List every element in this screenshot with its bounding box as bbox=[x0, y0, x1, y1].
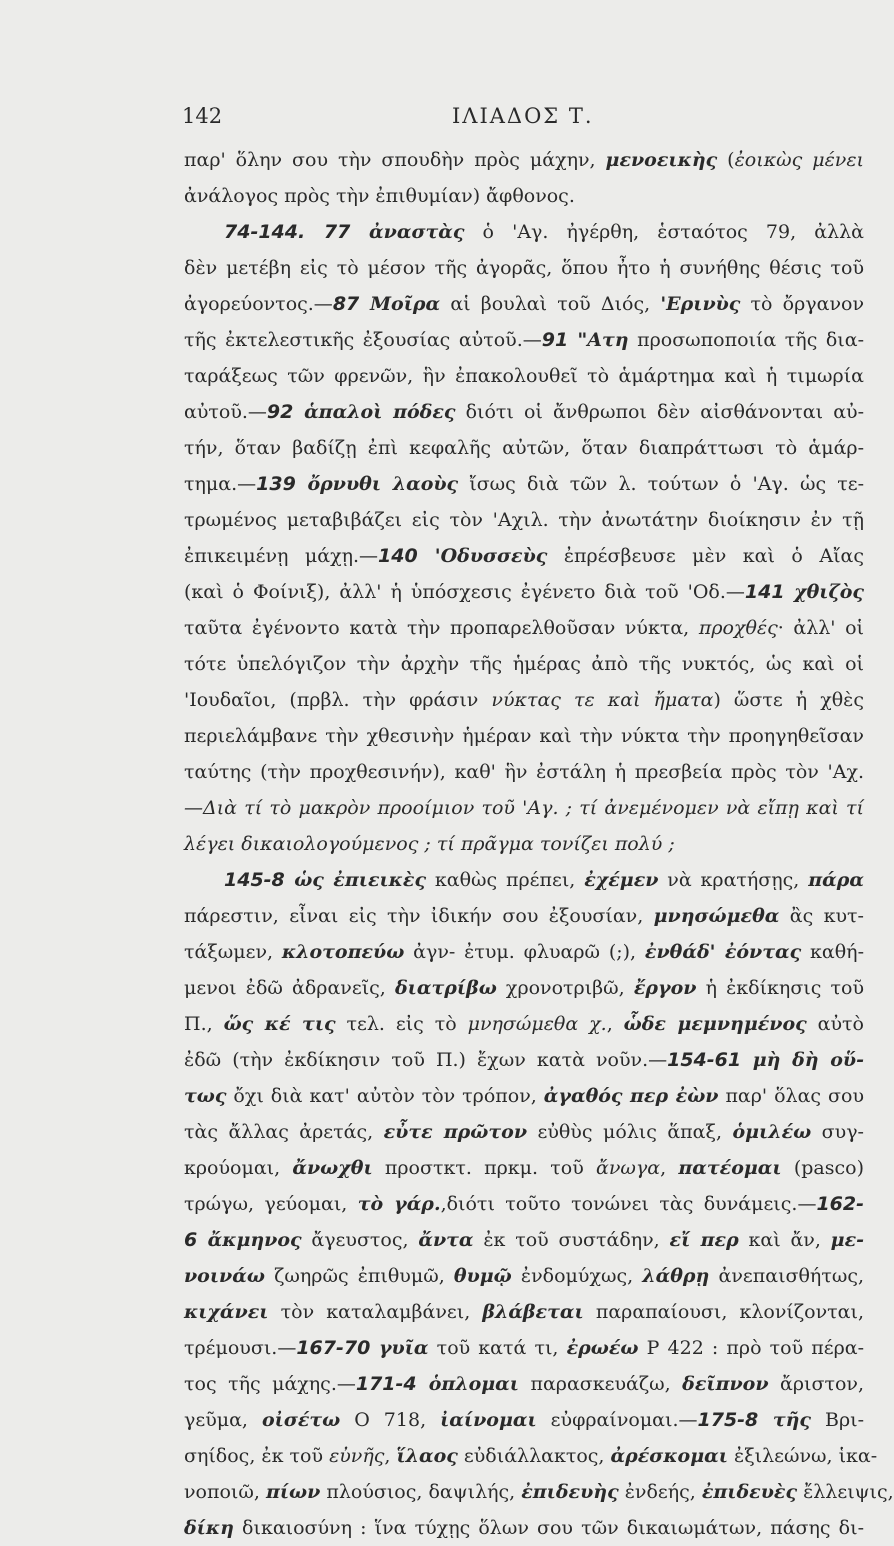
lemma-keyword: Μοῖρα bbox=[370, 293, 441, 315]
text-line bbox=[184, 898, 864, 934]
lemma-keyword: βλάβεται bbox=[482, 1301, 584, 1323]
lemma-keyword: ὡς ἐπιεικὲς bbox=[294, 869, 427, 891]
text-line bbox=[184, 1114, 864, 1150]
lemma-keyword: κλοτοπεύω bbox=[281, 941, 405, 963]
text-line bbox=[184, 250, 864, 286]
lemma-keyword: ὧδε μεμνημένος bbox=[623, 1013, 807, 1035]
text-line bbox=[184, 430, 864, 466]
text-segment: δικαιοσύνη : ἵνα τύχῃς ὅλων σου τῶν δικαιωμάτων, πάσης δι- bbox=[233, 1517, 864, 1539]
text-segment: τήν, ὅταν βαδίζῃ ἐπὶ κεφαλῆς αὐτῶν, ὅταν διαπράττωσι τὸ ἁμάρ- bbox=[184, 437, 864, 459]
text-line bbox=[184, 394, 864, 430]
lemma-keyword: 'Οδυσσεὺς bbox=[434, 545, 548, 567]
text-segment: ἐπικειμένῃ μάχῃ.— bbox=[184, 545, 379, 567]
text-segment: ἄγευστος, bbox=[301, 1229, 419, 1251]
text-segment: εὐφραίνομαι.— bbox=[536, 1409, 698, 1431]
text-segment: πλούσιος, δαψιλής, bbox=[320, 1481, 522, 1503]
text-line bbox=[184, 178, 864, 214]
text-segment: ζωηρῶς ἐπιθυμῶ, bbox=[264, 1265, 454, 1287]
lemma-keyword: τῆς bbox=[772, 1409, 811, 1431]
text-segment: 'Ιουδαῖοι, (πρβλ. τὴν φράσιν bbox=[184, 689, 492, 711]
text-line bbox=[184, 1186, 864, 1222]
lemma-keyword: εὖτε πρῶτον bbox=[383, 1121, 528, 1143]
line-reference: 154-61 bbox=[667, 1049, 753, 1071]
text-line bbox=[184, 142, 864, 178]
lemma-keyword: ἀγαθός περ ἐὼν bbox=[543, 1085, 719, 1107]
text-segment: ἐδῶ (τὴν ἐκδίκησιν τοῦ Π.) ἔχων κατὰ νοῦν.— bbox=[184, 1049, 668, 1071]
text-segment: Π., bbox=[184, 1013, 224, 1035]
text-segment: προσωποποιία τῆς δια- bbox=[628, 329, 865, 351]
lemma-keyword: δεῖπνον bbox=[682, 1373, 769, 1395]
text-segment: καθὼς πρέπει, bbox=[426, 869, 585, 891]
lemma-keyword: κιχάνει bbox=[184, 1301, 269, 1323]
lemma-keyword: ἐπιδευὴς bbox=[521, 1481, 619, 1503]
lemma-keyword: πίων bbox=[265, 1481, 321, 1503]
lemma-keyword: ἵλαος bbox=[396, 1445, 458, 1467]
text-line bbox=[184, 466, 864, 502]
lemma-keyword: μὴ δὴ οὕ- bbox=[752, 1049, 864, 1071]
text-segment: τῆς ἐκτελεστικῆς ἐξουσίας αὐτοῦ.— bbox=[184, 329, 542, 351]
lemma-keyword: δίκη bbox=[184, 1517, 234, 1539]
italic-text: νύκτας τε καὶ ἤματα bbox=[491, 689, 714, 711]
lemma-keyword: ἁπαλοὶ πόδες bbox=[304, 401, 456, 423]
text-segment: ἀνεπαισθήτως, bbox=[709, 1265, 864, 1287]
text-line bbox=[184, 574, 864, 610]
text-segment: παρ' ὅλην σου τὴν σπουδὴν πρὸς μάχην, bbox=[184, 149, 606, 171]
text-segment: προστκτ. πρκμ. τοῦ bbox=[372, 1157, 596, 1179]
text-segment: ὁ 'Αγ. ἠγέρθη, ἑσταότος 79, ἀλλὰ bbox=[464, 221, 864, 243]
lemma-keyword: ἰαίνομαι bbox=[440, 1409, 537, 1431]
lemma-keyword: ἄκμηνος bbox=[207, 1229, 302, 1251]
text-segment: τημα.— bbox=[184, 473, 257, 495]
text-segment: τὰς ἄλλας ἀρετάς, bbox=[184, 1121, 384, 1143]
text-line bbox=[184, 754, 864, 790]
line-reference: 6 bbox=[184, 1229, 208, 1251]
page-header bbox=[182, 104, 862, 140]
text-segment: γεῦμα, bbox=[184, 1409, 262, 1431]
text-segment: , bbox=[384, 1445, 397, 1467]
line-reference: 145-8 bbox=[224, 869, 295, 891]
text-line bbox=[184, 322, 864, 358]
text-segment: παρ' ὅλας σου bbox=[718, 1085, 864, 1107]
text-line bbox=[184, 1006, 864, 1042]
text-line bbox=[184, 1150, 864, 1186]
text-segment: ἔλλειψις, bbox=[797, 1481, 894, 1503]
lemma-keyword: τως bbox=[184, 1085, 227, 1107]
text-line bbox=[184, 1222, 864, 1258]
text-line bbox=[184, 1330, 864, 1366]
text-line bbox=[184, 502, 864, 538]
lemma-keyword: 'Ερινὺς bbox=[660, 293, 741, 315]
line-reference: 175-8 bbox=[697, 1409, 773, 1431]
text-segment: ἐκ τοῦ συστάδην, bbox=[473, 1229, 670, 1251]
italic-text: προχθές bbox=[698, 617, 778, 639]
page-number: 142 bbox=[182, 104, 223, 128]
text-segment: ταράξεως τῶν φρενῶν, ἣν ἐπακολουθεῖ τὸ ἁμάρτημα καὶ ἡ τιμωρία bbox=[184, 365, 864, 387]
text-segment: καὶ ἄν, bbox=[738, 1229, 831, 1251]
text-segment: τρέμουσι.— bbox=[184, 1337, 297, 1359]
lemma-keyword: οἰσέτω bbox=[261, 1409, 341, 1431]
line-reference: 87 bbox=[332, 293, 370, 315]
text-line bbox=[184, 682, 864, 718]
lemma-keyword: χθιζὸς bbox=[794, 581, 864, 603]
lemma-keyword: ὁμιλέω bbox=[732, 1121, 812, 1143]
text-segment: ,διότι τοῦτο τονώνει τὰς δυνάμεις.— bbox=[440, 1193, 817, 1215]
lemma-keyword: ἐπιδευὲς bbox=[701, 1481, 798, 1503]
text-segment: παρασκευάζω, bbox=[518, 1373, 683, 1395]
text-segment: ἴσως διὰ τῶν λ. τούτων ὁ 'Αγ. ὡς τε- bbox=[458, 473, 864, 495]
text-segment: δὲν μετέβη εἰς τὸ μέσον τῆς ἀγορᾶς, ὅπου ἦτο ἡ συνήθης θέσις τοῦ bbox=[184, 257, 864, 279]
text-line bbox=[184, 1402, 864, 1438]
lemma-keyword: ὁπλομαι bbox=[428, 1373, 519, 1395]
lemma-keyword: ἐρωέω bbox=[566, 1337, 639, 1359]
italic-text: λέγει δικαιολογούμενος ; τί πρᾶγμα τονίζει πολύ ; bbox=[184, 833, 675, 855]
lemma-keyword: εἴ περ bbox=[669, 1229, 739, 1251]
text-line bbox=[184, 1078, 864, 1114]
text-line bbox=[184, 790, 864, 826]
lemma-keyword: γυῖα bbox=[379, 1337, 429, 1359]
text-segment: ( bbox=[717, 149, 735, 171]
text-segment: (καὶ ὁ Φοίνιξ), ἀλλ' ἡ ὑπόσχεσις ἐγένετο διὰ τοῦ 'Οδ.— bbox=[184, 581, 745, 603]
italic-text: μνησώμεθα χ. bbox=[467, 1013, 607, 1035]
line-reference: 74-144. bbox=[224, 221, 324, 243]
italic-text: —Διὰ τί τὸ μακρὸν προοίμιον τοῦ 'Αγ. ; τί ἀνεμένομεν νὰ εἴπῃ καὶ τί bbox=[184, 797, 864, 819]
lemma-keyword: ἐνθάδ' ἐόντας bbox=[644, 941, 802, 963]
text-line bbox=[184, 862, 864, 898]
text-segment: τρώγω, γεύομαι, bbox=[184, 1193, 358, 1215]
line-reference: 92 bbox=[266, 401, 305, 423]
lemma-keyword: λάθρῃ bbox=[642, 1265, 710, 1287]
text-line bbox=[184, 826, 864, 862]
text-segment: τελ. εἰς τὸ bbox=[335, 1013, 468, 1035]
text-segment: τότε ὑπελόγιζον τὴν ἀρχὴν τῆς ἡμέρας ἀπὸ τῆς νυκτός, ὡς καὶ οἱ bbox=[184, 653, 864, 675]
text-segment: ἄριστον, bbox=[768, 1373, 864, 1395]
text-segment: τὸ ὄργανον bbox=[740, 293, 864, 315]
text-segment: Βρι- bbox=[811, 1409, 864, 1431]
line-reference: 77 bbox=[323, 221, 370, 243]
lemma-keyword: με- bbox=[830, 1229, 864, 1251]
commentary-text bbox=[184, 142, 894, 1546]
text-segment: συγ- bbox=[811, 1121, 864, 1143]
text-segment: ἐνδομύχως, bbox=[511, 1265, 643, 1287]
text-segment: τρωμένος μεταβιβάζει εἰς τὸν 'Αχιλ. τὴν ἀνωτάτην διοίκησιν ἐν τῇ bbox=[184, 509, 864, 531]
line-reference: 141 bbox=[744, 581, 795, 603]
lemma-keyword: τὸ γάρ. bbox=[357, 1193, 441, 1215]
text-segment: , bbox=[660, 1157, 679, 1179]
text-line bbox=[184, 214, 864, 250]
lemma-keyword: διατρίβω bbox=[394, 977, 497, 999]
text-segment: · ἀλλ' οἱ bbox=[777, 617, 864, 639]
text-segment: κρούομαι, bbox=[184, 1157, 293, 1179]
text-segment: αὐτοῦ.— bbox=[184, 401, 267, 423]
text-segment: καθή- bbox=[801, 941, 864, 963]
text-line bbox=[184, 1042, 864, 1078]
italic-text: εὐνῆς bbox=[329, 1445, 385, 1467]
text-line bbox=[184, 286, 864, 322]
line-reference: 167-70 bbox=[296, 1337, 380, 1359]
lemma-keyword: ὄρνυθι λαοὺς bbox=[307, 473, 459, 495]
text-segment: χρονοτριβῶ, bbox=[496, 977, 634, 999]
text-line bbox=[184, 1474, 894, 1510]
line-reference: 139 bbox=[256, 473, 308, 495]
text-segment: ἀνάλογος πρὸς τὴν ἐπιθυμίαν) ἄφθονος. bbox=[184, 185, 575, 207]
italic-text: ἄνωγα bbox=[596, 1157, 661, 1179]
lemma-keyword: ἔργον bbox=[633, 977, 697, 999]
text-segment: ὄχι διὰ κατ' αὐτὸν τὸν τρόπον, bbox=[226, 1085, 544, 1107]
text-line bbox=[184, 1366, 864, 1402]
lemma-keyword: νοινάω bbox=[184, 1265, 265, 1287]
text-segment: νοποιῶ, bbox=[184, 1481, 266, 1503]
text-segment: ) ὥστε ἡ χθὲς bbox=[713, 689, 864, 711]
lemma-keyword: πατέομαι bbox=[678, 1157, 782, 1179]
text-line bbox=[184, 1258, 864, 1294]
text-segment: τὸν καταλαμβάνει, bbox=[268, 1301, 483, 1323]
lemma-keyword: πάρα bbox=[808, 869, 864, 891]
text-segment: διότι οἱ ἄνθρωποι δὲν αἰσθάνονται αὐ- bbox=[455, 401, 865, 423]
lemma-keyword: μνησώμεθα bbox=[653, 905, 780, 927]
line-reference: 171-4 bbox=[355, 1373, 429, 1395]
text-segment: O 718, bbox=[340, 1409, 441, 1431]
lemma-keyword: ἀρέσκομαι bbox=[610, 1445, 728, 1467]
text-line bbox=[184, 646, 864, 682]
text-segment: ἐξιλεώνω, ἱκα- bbox=[727, 1445, 878, 1467]
text-segment: εὐδιάλλακτος, bbox=[457, 1445, 611, 1467]
text-segment: P 422 : πρὸ τοῦ πέρα- bbox=[638, 1337, 864, 1359]
text-segment: σηίδος, ἐκ τοῦ bbox=[184, 1445, 330, 1467]
italic-text: ἐοικὼς μένει bbox=[734, 149, 864, 171]
lemma-keyword: ἀναστὰς bbox=[369, 221, 465, 243]
text-line bbox=[184, 1294, 864, 1330]
line-reference: 91 bbox=[541, 329, 578, 351]
lemma-keyword: ἄντα bbox=[418, 1229, 474, 1251]
text-segment: , bbox=[606, 1013, 624, 1035]
text-line bbox=[184, 1510, 864, 1546]
text-segment: τάξωμεν, bbox=[184, 941, 282, 963]
text-segment: ἂς κυτ- bbox=[779, 905, 864, 927]
running-title: ΙΛΙΑΔΟΣ Τ. bbox=[452, 104, 594, 128]
text-line bbox=[184, 610, 864, 646]
text-line bbox=[184, 1438, 878, 1474]
text-segment: παραπαίουσι, κλονίζονται, bbox=[583, 1301, 864, 1323]
text-segment: περιελάμβανε τὴν χθεσινὴν ἡμέραν καὶ τὴν νύκτα τὴν προηγηθεῖσαν bbox=[184, 725, 864, 747]
text-line bbox=[184, 970, 864, 1006]
text-line bbox=[184, 358, 864, 394]
text-segment: αὐτὸ bbox=[806, 1013, 864, 1035]
text-segment: ἀγν- ἐτυμ. φλυαρῶ (;), bbox=[404, 941, 645, 963]
text-line bbox=[184, 538, 864, 574]
lemma-keyword: "Ατη bbox=[577, 329, 629, 351]
text-segment: ἐπρέσβευσε μὲν καὶ ὁ Αἴας bbox=[547, 545, 864, 567]
lemma-keyword: ἐχέμεν bbox=[584, 869, 659, 891]
lemma-keyword: ὥς κέ τις bbox=[223, 1013, 336, 1035]
text-segment: νὰ κρατήσῃς, bbox=[658, 869, 809, 891]
text-segment: ἀγορεύοντος.— bbox=[184, 293, 333, 315]
text-segment: ταῦτα ἐγένοντο κατὰ τὴν προπαρελθοῦσαν νύκτα, bbox=[184, 617, 699, 639]
text-segment: ταύτης (τὴν προχθεσινήν), καθ' ἣν ἐστάλη ἡ πρεσβεία πρὸς τὸν 'Αχ. bbox=[184, 761, 864, 783]
text-segment: ἡ ἐκδίκησις τοῦ bbox=[696, 977, 865, 999]
line-reference: 162- bbox=[816, 1193, 864, 1215]
text-segment: εὐθὺς μόλις ἅπαξ, bbox=[527, 1121, 733, 1143]
text-segment: (pasco) bbox=[781, 1157, 864, 1179]
text-line bbox=[184, 718, 864, 754]
lemma-keyword: μενοεικὴς bbox=[605, 149, 718, 171]
line-reference: 140 bbox=[378, 545, 435, 567]
text-segment: μενοι ἐδῶ ἀδρανεῖς, bbox=[184, 977, 395, 999]
lemma-keyword: θυμῷ bbox=[453, 1265, 512, 1287]
lemma-keyword: ἄνωχθι bbox=[292, 1157, 373, 1179]
text-line bbox=[184, 934, 864, 970]
text-segment: αἱ βουλαὶ τοῦ Διός, bbox=[440, 293, 661, 315]
text-segment: τοῦ κατά τι, bbox=[428, 1337, 567, 1359]
text-segment: πάρεστιν, εἶναι εἰς τὴν ἰδικήν σου ἐξουσίαν, bbox=[184, 905, 654, 927]
text-segment: τος τῆς μάχης.— bbox=[184, 1373, 356, 1395]
text-segment: ἐνδεής, bbox=[618, 1481, 702, 1503]
